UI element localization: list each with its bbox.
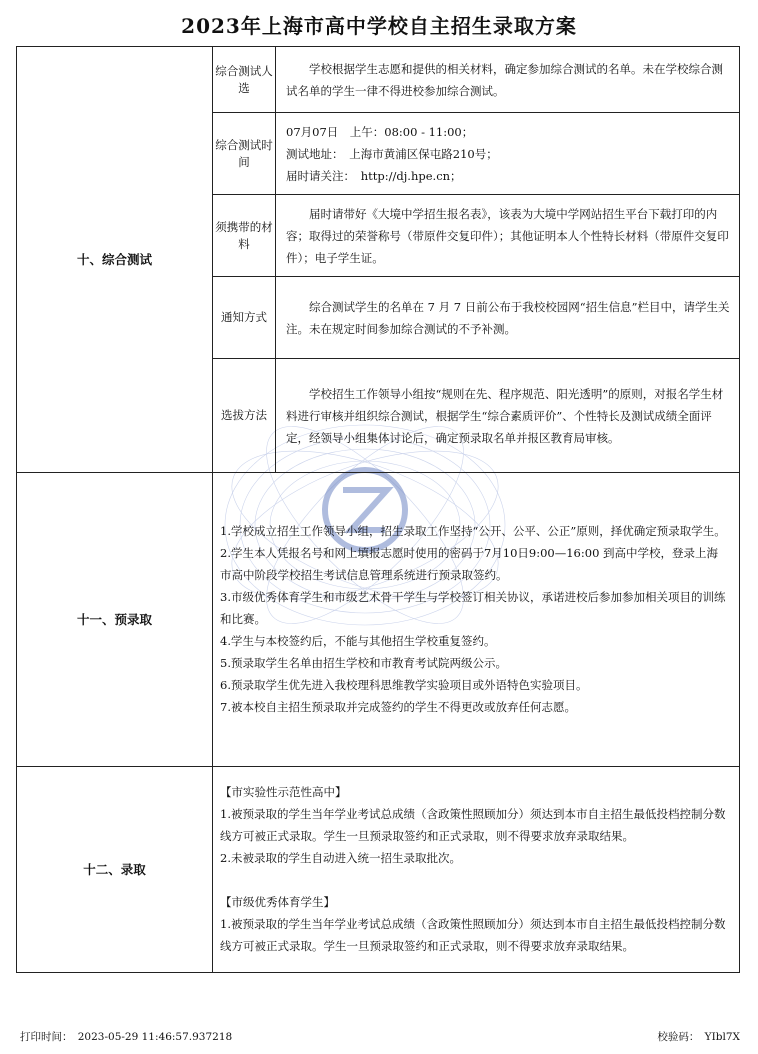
content-notification: [276, 277, 740, 359]
sub-label-selection: 选拔方法: [213, 359, 276, 473]
admission-plan-table: [16, 46, 740, 973]
paragraph: 学校招生工作领导小组按“规则在先、程序规范、阳光透明”的原则，对报名学生材料进行审核并组织综合测试，根据学生“综合素质评价”、个性特长及测试成绩全面评定，经领导小组集体讨论后，确定预录取名单并报区教育局审核。: [286, 386, 724, 445]
content-test-time: [276, 113, 740, 195]
content-candidates: [276, 47, 740, 113]
test-date-line: 07月07日 上午：08:00 - 11:00；: [286, 124, 474, 139]
list-item: 6.预录取学生优先进入我校理科思维教学实验项目或外语特色实验项目。: [220, 677, 588, 692]
list-item: 2.未被录取的学生自动进入统一招生录取批次。: [220, 850, 461, 865]
list-item: 7.被本校自主招生预录取并完成签约的学生不得更改或放弃任何志愿。: [220, 699, 576, 714]
section-label-comprehensive-test: 十、综合测试: [17, 47, 213, 473]
list-item: 2.学生本人凭报名号和网上填报志愿时使用的密码于7月10日9:00—16:00 到高中学校，登录上海市高中阶段学校招生考试信息管理系统进行预录取签约。: [220, 545, 719, 582]
list-item: 1.被预录取的学生当年学业考试总成绩（含政策性照顾加分）须达到本市自主招生最低投档控制分数线方可被正式录取。学生一旦预录取签约和正式录取，则不得要求放弃录取结果。: [220, 806, 726, 843]
spacer: [220, 869, 729, 891]
section-label-admission: 十二、录取: [17, 767, 213, 973]
paragraph: 学校根据学生志愿和提供的相关材料，确定参加综合测试的名单。未在学校综合测试名单的学生一律不得进校参加综合测试。: [286, 61, 723, 98]
print-time: 打印时间： 2023-05-29 11:46:57.937218: [20, 1031, 233, 1043]
sub-label-notification: 通知方式: [213, 277, 276, 359]
group-heading: 【市实验性示范性高中】: [220, 784, 347, 799]
paragraph: 综合测试学生的名单在 7 月 7 日前公布于我校校园网“招生信息”栏目中，请学生关注。未在规定时间参加综合测试的不予补测。: [286, 299, 730, 336]
test-website-line: 届时请关注： http://dj.hpe.cn；: [286, 168, 462, 183]
table-row: [17, 47, 740, 113]
sub-label-test-time: 综合测试时间: [213, 113, 276, 195]
sub-label-materials: 须携带的材料: [213, 195, 276, 277]
list-item: 1.学校成立招生工作领导小组，招生录取工作坚持“公开、公平、公正”原则，择优确定预录取学生。: [220, 523, 726, 538]
paragraph: 届时请带好《大境中学招生报名表》，该表为大境中学网站招生平台下载打印的内容；取得过的荣誉称号（带原件交复印件）；其他证明本人个性特长材料（带原件交复印件）；电子学生证。: [286, 206, 729, 265]
group-heading: 【市级优秀体育学生】: [220, 894, 335, 909]
content-selection: [276, 359, 740, 473]
content-admission: [213, 767, 740, 973]
list-item: 3.市级优秀体育学生和市级艺术骨干学生与学校签订相关协议，承诺进校后参加参加相关项目的训练和比赛。: [220, 589, 726, 626]
test-address-line: 测试地址： 上海市黄浦区保屯路210号；: [286, 146, 498, 161]
section-label-pre-admission: 十一、预录取: [17, 473, 213, 767]
table-row: [17, 473, 740, 767]
sub-label-candidates: 综合测试人选: [213, 47, 276, 113]
page-title: 2023年上海市高中学校自主招生录取方案: [181, 14, 577, 38]
content-materials: [276, 195, 740, 277]
list-item: 4.学生与本校签约后，不能与其他招生学校重复签约。: [220, 633, 496, 648]
list-item: 5.预录取学生名单由招生学校和市教育考试院两级公示。: [220, 655, 507, 670]
check-code: 校验码： YIbl7X: [657, 1031, 740, 1043]
list-item: 1.被预录取的学生当年学业考试总成绩（含政策性照顾加分）须达到本市自主招生最低投档控制分数线方可被正式录取。学生一旦预录取签约和正式录取，则不得要求放弃录取结果。: [220, 916, 726, 953]
table-row: [17, 767, 740, 973]
content-pre-admission: [213, 473, 740, 767]
